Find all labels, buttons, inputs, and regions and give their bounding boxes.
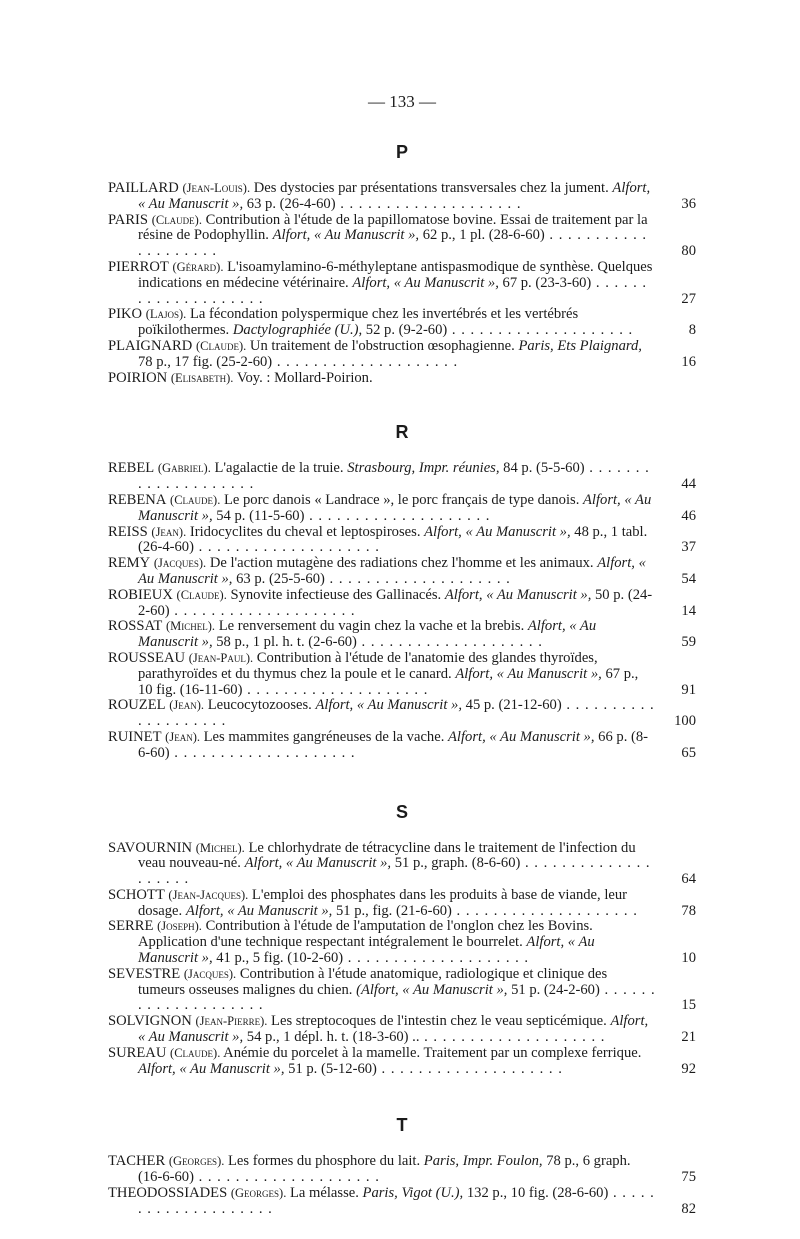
page-reference: 92 — [681, 1060, 696, 1077]
leader-dots: . . . . . . . . . . . . . . . . . . . . — [324, 570, 511, 587]
pagination-date: 132 p., 10 fig. (28-6-60) — [466, 1186, 609, 1202]
publisher: Alfort, « Au Manuscrit », — [455, 665, 602, 682]
list-item — [108, 1046, 696, 1078]
pagination-date: 48 p., 1 tabl. (26-4-60) — [138, 524, 648, 556]
pagination-date: 41 p., 5 fig. (10-2-60) — [216, 950, 344, 967]
list-item — [108, 619, 696, 651]
pagination-date: 58 p., 1 pl. h. t. (2-6-60) — [216, 634, 357, 651]
author-first-name: (Jacques). — [183, 966, 237, 981]
author-first-name: (Gabriel). — [157, 461, 211, 476]
author-surname: ROUZEL — [108, 698, 166, 714]
pagination-date: 78 p., 6 graph. (16-6-60) — [138, 1154, 631, 1186]
author-first-name: (Jean). — [151, 524, 187, 539]
thesis-title: Leucocytozooses. — [207, 698, 312, 714]
bibliography-page — [108, 92, 696, 1218]
publisher: Alfort, « Au Manuscrit », — [185, 902, 333, 919]
page-reference: 14 — [681, 602, 696, 619]
author-first-name: (Lajos). — [145, 307, 187, 322]
leader-dots: . . . . . . . . . . . . . . . . . . . . — [138, 1186, 655, 1217]
publisher: (Alfort, « Au Manuscrit », — [356, 981, 508, 998]
pagination-date: 66 p. (8-6-60) — [138, 729, 649, 761]
author-surname: ROUSSEAU — [108, 650, 186, 666]
publisher: Alfort, « Au Manuscrit », — [424, 524, 571, 540]
author-first-name: (Gérard). — [172, 259, 224, 274]
page-reference: 15 — [681, 997, 696, 1014]
page-reference: 65 — [681, 744, 696, 761]
publisher: Alfort, « Au Manuscrit », — [138, 1060, 285, 1077]
author-first-name: (Georges). — [168, 1154, 225, 1169]
leader-dots: . . . . . . . . . . . . . . . . . . . . — [169, 602, 356, 619]
author-first-name: (Claude). — [195, 338, 247, 353]
list-item — [108, 213, 696, 260]
list-item — [108, 1014, 696, 1046]
publisher: Strasbourg, Impr. réunies, — [347, 461, 500, 477]
pagination-date: 67 p. (23-3-60) — [502, 274, 592, 291]
page-reference: 100 — [674, 713, 696, 730]
leader-dots: . . . . . . . . . . . . . . . . . . . . — [335, 195, 522, 212]
thesis-title: Le renversement du vagin chez la vache et la brebis. — [218, 619, 525, 635]
author-first-name: (Elisabeth). — [170, 370, 234, 385]
thesis-title: Synovite infectieuse des Gallinacés. — [230, 587, 442, 603]
publisher: Alfort, « Au Manuscrit », — [352, 274, 499, 291]
author-surname: ROBIEUX — [108, 587, 173, 603]
page-reference: 37 — [681, 539, 696, 556]
thesis-title: Un traitement de l'obstruction œsophagienne. — [249, 338, 515, 354]
list-item — [108, 588, 696, 620]
list-item — [108, 371, 696, 387]
thesis-title: Les mammites gangréneuses de la vache. — [203, 729, 445, 745]
page-reference: 16 — [681, 353, 696, 370]
thesis-title: Contribution à l'étude de l'anatomie des glandes thyroïdes, parathyroïdes et du thymus chez la poule et le canard. — [138, 650, 598, 682]
author-surname: PIKO — [108, 307, 143, 323]
thesis-title: Les streptocoques de l'intestin chez le veau septicémique. — [271, 1014, 607, 1030]
thesis-title: Le chlorhydrate de tétracycline dans le traitement de l'infection du veau nouveau-né. — [138, 840, 636, 872]
page-reference: 46 — [681, 507, 696, 524]
page-reference: 44 — [681, 476, 696, 493]
leader-dots: . . . . . . . . . . . . . . . . . . . . — [193, 539, 380, 556]
thesis-title: Les formes du phosphore du lait. — [228, 1154, 421, 1170]
pagination-date: 50 p. (24-2-60) — [138, 587, 653, 619]
thesis-title: Des dystocies par présentations transversales chez la jument. — [253, 181, 609, 196]
leader-dots: . . . . . . . . . . . . . . . . . . . . — [304, 507, 491, 524]
author-first-name: (Michel). — [195, 840, 245, 855]
author-first-name: (Jean-Jacques). — [168, 887, 249, 902]
entry-list — [108, 841, 696, 1078]
author-first-name: (Jean-Paul). — [188, 650, 254, 665]
page-reference: 27 — [681, 290, 696, 307]
author-first-name: (Jean). — [169, 698, 205, 713]
entry-list — [108, 461, 696, 761]
pagination-date: 51 p. (5-12-60) — [288, 1060, 377, 1077]
list-item — [108, 461, 696, 493]
section-t — [108, 1115, 696, 1217]
leader-dots: . . . . . . . . . . . . . . . . . . . . — [376, 1060, 563, 1077]
pagination-date: 63 p. (26-4-60) — [246, 195, 336, 212]
leader-dots: . . . . . . . . . . . . . . . . . . . . — [242, 681, 429, 698]
author-first-name: (Jean-Louis). — [182, 181, 251, 195]
page-reference: 36 — [681, 195, 696, 212]
sections-container — [108, 142, 696, 1218]
thesis-title: Contribution à l'étude de la papillomatose bovine. Essai de traitement par la résine de Podophyllin. — [138, 212, 648, 244]
thesis-title: Contribution à l'étude de l'amputation de l'onglon chez les Bovins. Application d'une technique respectant intégralement le bourrelet. — [138, 919, 593, 951]
thesis-title: L'isoamylamino-6-méthyleptane antispasmodique de synthèse. Quelques indications en médecine vétérinaire. — [138, 259, 653, 291]
page-reference: 80 — [681, 243, 696, 260]
page-reference: 82 — [681, 1200, 696, 1217]
list-item — [108, 698, 696, 730]
publisher: Paris, Ets Plaignard, — [518, 338, 642, 354]
publisher: Alfort, « Au Manuscrit », — [138, 619, 597, 651]
author-first-name: (Jean-Pierre). — [195, 1014, 268, 1029]
leader-dots: . . . . . . . . . . . . . . . . . . . . — [138, 855, 651, 888]
author-surname: SOLVIGNON — [108, 1014, 192, 1030]
pagination-date: 63 p. (25-5-60) — [236, 570, 325, 587]
thesis-title: Anémie du porcelet à la mamelle. Traitement par un complexe ferrique. — [223, 1045, 642, 1061]
publisher: Alfort, « Au Manuscrit », — [138, 492, 652, 524]
page-reference: 21 — [681, 1029, 696, 1046]
entry-list — [108, 181, 696, 386]
page-reference: 10 — [681, 950, 696, 967]
list-item — [108, 307, 696, 339]
pagination-date: 62 p., 1 pl. (28-6-60) — [422, 227, 545, 244]
thesis-title: L'agalactie de la truie. — [214, 461, 344, 477]
leader-dots: . . . . . . . . . . . . . . . . . . . . — [447, 322, 634, 339]
author-first-name: (Jean). — [165, 729, 200, 744]
author-first-name: (Claude). — [151, 212, 202, 227]
list-item — [108, 181, 696, 213]
list-item — [108, 260, 696, 307]
thesis-title: La fécondation polyspermique chez les invertébrés et les vertébrés poïkilothermes. — [138, 307, 579, 339]
author-surname: SUREAU — [108, 1045, 167, 1061]
page-reference: 59 — [681, 634, 696, 651]
author-surname: THEODOSSIADES — [108, 1186, 228, 1202]
list-item — [108, 1154, 696, 1186]
author-surname: SAVOURNIN — [108, 840, 193, 856]
author-surname: POIRION — [108, 370, 168, 386]
list-item — [108, 841, 696, 888]
page-reference: 64 — [681, 871, 696, 888]
author-surname: REMY — [108, 556, 151, 572]
leader-dots: . . . . . . . . . . . . . . . . . . . . — [356, 634, 543, 651]
author-surname: PARIS — [108, 212, 149, 228]
publisher: Paris, Vigot (U.), — [362, 1186, 464, 1202]
author-first-name: (Claude). — [170, 1045, 221, 1060]
pagination-date: 51 p. (24-2-60) — [511, 981, 600, 998]
section-p — [108, 142, 696, 386]
pagination-date: 54 p. (11-5-60) — [216, 507, 305, 524]
thesis-title: Voy. : Mollard-Poirion. — [236, 370, 373, 386]
page-reference: 78 — [681, 902, 696, 919]
leader-dots: . . . . . . . . . . . . . . . . . . . . — [451, 902, 638, 919]
publisher: Alfort, « Au Manuscrit », — [138, 1014, 649, 1046]
author-surname: REBENA — [108, 492, 167, 508]
section-letter: P — [395, 142, 408, 162]
author-first-name: (Claude). — [176, 587, 227, 602]
leader-dots: . . . . . . . . . . . . . . . . . . . . — [138, 274, 648, 307]
author-surname: SERRE — [108, 919, 154, 935]
author-first-name: (Jacques). — [153, 556, 207, 571]
section-r — [108, 422, 696, 761]
list-item — [108, 967, 696, 1014]
thesis-title: Iridocyclites du cheval et leptospiroses. — [189, 524, 421, 540]
leader-dots: . . . . . . . . . . . . . . . . . . . . — [343, 950, 530, 967]
pagination-date: 54 p., 1 dépl. h. t. (18-3-60) .. — [246, 1029, 420, 1046]
list-item — [108, 730, 696, 762]
list-item — [108, 1186, 696, 1218]
author-surname: REBEL — [108, 461, 155, 477]
publisher: Alfort, « Au Manuscrit », — [138, 181, 651, 212]
pagination-date: 78 p., 17 fig. (25-2-60) — [138, 353, 273, 370]
thesis-title: L'emploi des phosphates dans les produits à base de viande, leur dosage. — [138, 887, 628, 919]
list-item — [108, 493, 696, 525]
author-surname: PAILLARD — [108, 181, 179, 196]
section-letter: T — [396, 1115, 408, 1136]
section-s — [108, 802, 696, 1078]
leader-dots: . . . . . . . . . . . . . . . . . . . . — [138, 227, 648, 260]
section-letter: R — [395, 422, 409, 443]
list-item — [108, 651, 696, 698]
pagination-date: 51 p., graph. (8-6-60) — [394, 855, 521, 872]
author-surname: RUINET — [108, 729, 162, 745]
page-reference: 8 — [688, 322, 696, 339]
list-item — [108, 556, 696, 588]
leader-dots: . . . . . . . . . . . . . . . . . . . . — [419, 1029, 606, 1046]
thesis-title: Contribution à l'étude anatomique, radiologique et clinique des tumeurs osseuses malignes du chien. — [138, 966, 608, 998]
author-surname: SCHOTT — [108, 887, 165, 903]
author-surname: TACHER — [108, 1154, 166, 1170]
leader-dots: . . . . . . . . . . . . . . . . . . . . — [138, 461, 650, 493]
publisher: Alfort, « Au Manuscrit », — [315, 698, 462, 714]
leader-dots: . . . . . . . . . . . . . . . . . . . . — [272, 353, 459, 370]
page-reference: 54 — [681, 570, 696, 587]
author-surname: SEVESTRE — [108, 966, 181, 982]
author-surname: ROSSAT — [108, 619, 163, 635]
author-first-name: (Joseph). — [157, 919, 202, 934]
pagination-date: 52 p. (9-2-60) — [365, 322, 448, 339]
publisher: Alfort, « Au Manuscrit », — [448, 729, 595, 745]
leader-dots: . . . . . . . . . . . . . . . . . . . . — [169, 744, 356, 761]
page-reference: 75 — [681, 1169, 696, 1186]
leader-dots: . . . . . . . . . . . . . . . . . . . . — [138, 698, 655, 730]
list-item — [108, 339, 696, 371]
publisher: Alfort, « Au Manuscrit », — [138, 934, 595, 967]
author-first-name: (Michel). — [166, 619, 216, 634]
publisher: Alfort, « Au Manuscrit », — [444, 587, 592, 603]
author-first-name: (Claude). — [170, 492, 221, 507]
thesis-title: Le porc danois « Landrace », le porc français de type danois. — [223, 492, 580, 508]
publisher: Alfort, « Au Manuscrit », — [138, 556, 646, 587]
list-item — [108, 919, 696, 966]
page-number: — 133 — — [368, 92, 436, 111]
pagination-date: 45 p. (21-12-60) — [465, 698, 562, 714]
author-surname: REISS — [108, 524, 148, 540]
page-reference: 91 — [681, 681, 696, 698]
publisher: Alfort, « Au Manuscrit », — [244, 855, 392, 872]
leader-dots: . . . . . . . . . . . . . . . . . . . . — [193, 1169, 380, 1186]
leader-dots: . . . . . . . . . . . . . . . . . . . . — [138, 981, 656, 1014]
author-surname: PLAIGNARD — [108, 338, 193, 354]
list-item — [108, 525, 696, 557]
author-surname: PIERROT — [108, 259, 169, 275]
publisher: Alfort, « Au Manuscrit », — [272, 227, 420, 244]
entry-list — [108, 1154, 696, 1217]
pagination-date: 51 p., fig. (21-6-60) — [335, 902, 452, 919]
publisher: Paris, Impr. Foulon, — [423, 1154, 543, 1170]
pagination-date: 67 p., 10 fig. (16-11-60) — [138, 665, 639, 698]
publisher: Dactylographiée (U.), — [232, 322, 363, 339]
section-letter: S — [395, 801, 408, 822]
thesis-title: De l'action mutagène des radiations chez l'homme et les animaux. — [209, 556, 594, 572]
author-first-name: (Georges). — [230, 1186, 287, 1201]
pagination-date: 84 p. (5-5-60) — [503, 461, 585, 477]
thesis-title: La mélasse. — [289, 1186, 359, 1202]
list-item — [108, 888, 696, 920]
